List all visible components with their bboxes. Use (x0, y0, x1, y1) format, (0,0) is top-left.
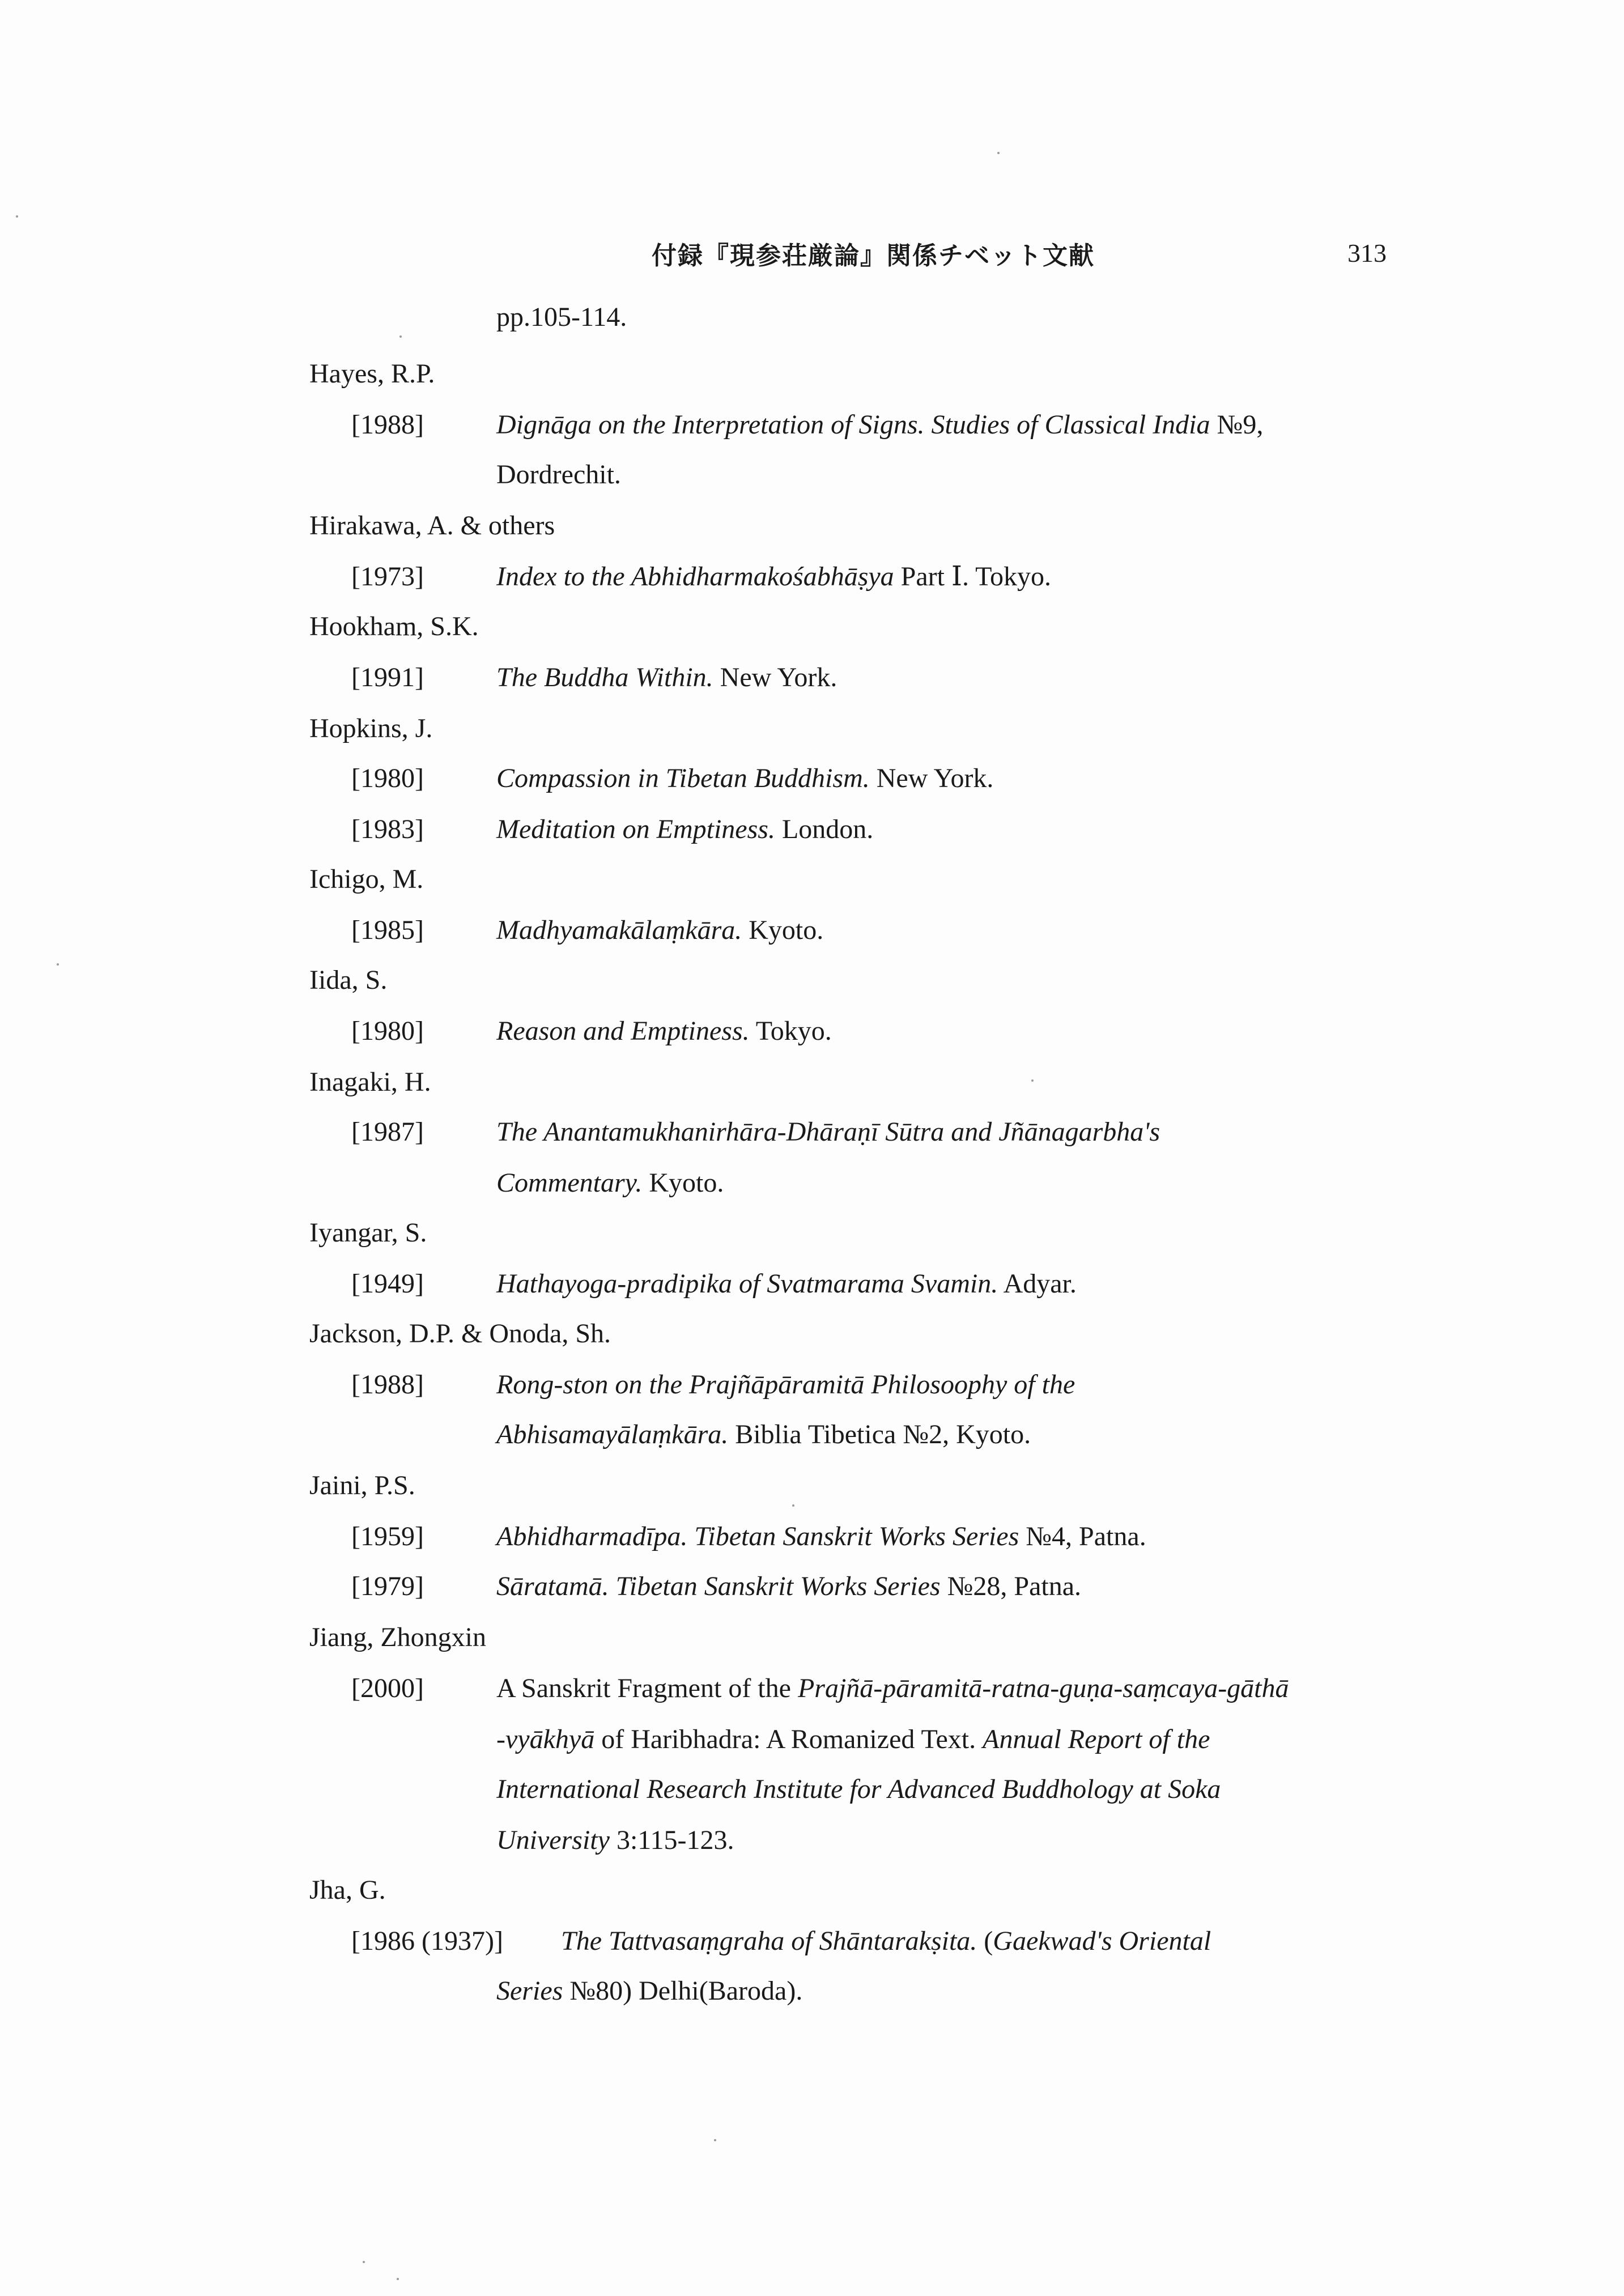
entry-year: [1979] (351, 1571, 424, 1601)
author-name: Inagaki, H. (309, 1067, 431, 1097)
author-name: Jiang, Zhongxin (309, 1622, 486, 1652)
entry-rest: Adyar. (998, 1269, 1077, 1299)
entry-title: Hathayoga-pradipika of Svatmarama Svamin. (496, 1269, 998, 1299)
entry-rest: Part Ⅰ. Tokyo. (894, 562, 1052, 592)
entry-rest: Tokyo. (749, 1016, 832, 1046)
entry-continuation: Dordrechit. (496, 460, 621, 490)
author-name: Jackson, D.P. & Onoda, Sh. (309, 1319, 611, 1349)
entry-title: Madhyamakālaṃkāra. (496, 915, 742, 945)
entry-rest: New York. (713, 662, 837, 692)
entry-year: [1980] (351, 1016, 424, 1046)
entry-year: [1980] (351, 763, 424, 793)
entry-year: [1987] (351, 1117, 424, 1147)
scan-speck (1031, 1079, 1034, 1082)
entry-title: Reason and Emptiness. (496, 1016, 750, 1046)
entry-year: [1973] (351, 562, 424, 592)
entry-rest: ( (977, 1926, 993, 1956)
author-name: Hirakawa, A. & others (309, 511, 555, 541)
continuation-line: pp.105-114. (496, 302, 627, 332)
entry-title: Sāratamā. Tibetan Sanskrit Works Series (496, 1571, 941, 1601)
entry-text (496, 1520, 1146, 1554)
entry-year: [1986 (1937)] (351, 1926, 503, 1956)
entry-rest: Kyoto. (742, 915, 824, 945)
author-name: Hopkins, J. (309, 713, 433, 743)
scan-speck (399, 335, 402, 338)
entry-title: The Anantamukhanirhāra-Dhāraṇī Sūtra and Jñānagarbha's (496, 1117, 1160, 1147)
entry-title: Abhisamayālaṃkāra. (496, 1419, 729, 1449)
entry-year: [1959] (351, 1521, 424, 1551)
series-title: Series (496, 1976, 563, 2006)
entry-continuation (496, 1418, 1031, 1452)
entry-text (496, 1570, 1081, 1604)
entry-title: The Buddha Within. (496, 662, 713, 692)
entry-year: [2000] (351, 1673, 424, 1703)
entry-year: [1991] (351, 662, 424, 692)
entry-continuation (496, 1723, 1210, 1757)
scan-speck (397, 2278, 399, 2280)
author-name: Hookham, S.K. (309, 611, 479, 641)
entry-continuation (496, 1823, 734, 1857)
entry-continuation (496, 1974, 802, 2008)
entry-title: Index to the Abhidharmakośabhāṣya (496, 562, 894, 592)
entry-text (496, 1672, 1289, 1706)
entry-year: [1983] (351, 814, 424, 844)
entry-title: Abhidharmadīpa. Tibetan Sanskrit Works Series (496, 1521, 1019, 1551)
entry-text (496, 408, 1263, 442)
entry-rest: №80) Delhi(Baroda). (563, 1976, 803, 2006)
author-name: Hayes, R.P. (309, 359, 435, 389)
entry-title: Prajñā-pāramitā-ratna-guṇa-saṃcaya-gāthā (797, 1673, 1289, 1703)
entry-year: [1988] (351, 1370, 424, 1400)
journal-title: University (496, 1825, 610, 1855)
entry-title: -vyākhyā (496, 1724, 595, 1754)
entry-rest: №4, Patna. (1019, 1521, 1146, 1551)
entry-text (496, 1267, 1077, 1301)
journal-title: International Research Institute for Advanced Buddhology at Soka (496, 1774, 1221, 1804)
entry-text (496, 1014, 832, 1048)
entry-text (496, 913, 823, 947)
entry-year: [1985] (351, 915, 424, 945)
entry-text (496, 1368, 1075, 1402)
scan-speck (57, 963, 59, 966)
entry-title: Commentary. (496, 1168, 643, 1198)
entry-rest: of Haribhadra: A Romanized Text. (594, 1724, 983, 1754)
entry-title: Meditation on Emptiness. (496, 814, 775, 844)
entry-year: [1988] (351, 410, 424, 440)
entry-rest: London. (775, 814, 874, 844)
running-title: 付録『現参荘厳論』関係チベット文献 (652, 241, 1095, 270)
entry-continuation (496, 1166, 724, 1200)
author-name: Ichigo, M. (309, 864, 424, 894)
entry-text (496, 813, 873, 847)
scan-speck (363, 2261, 365, 2263)
entry-text (561, 1924, 1211, 1958)
entry-lead: A Sanskrit Fragment of the (496, 1673, 798, 1703)
page-number: 313 (1347, 239, 1387, 267)
entry-text (496, 661, 837, 695)
scan-speck (997, 152, 1000, 154)
entry-rest: Kyoto. (642, 1168, 724, 1198)
entry-text (496, 560, 1051, 594)
entry-title: Rong-ston on the Prajñāpāramitā Philosoophy of the (496, 1370, 1075, 1400)
entry-text (496, 762, 993, 796)
series-title: Gaekwad's Oriental (993, 1926, 1211, 1956)
entry-continuation (496, 1772, 1221, 1806)
journal-title: Annual Report of the (983, 1724, 1210, 1754)
author-name: Jaini, P.S. (309, 1470, 415, 1500)
entry-title: The Tattvasaṃgraha of Shāntarakṣita. (561, 1926, 977, 1956)
scan-speck (714, 2139, 716, 2141)
scan-speck (16, 215, 18, 218)
scan-speck (792, 1504, 794, 1507)
author-name: Iida, S. (309, 965, 388, 995)
entry-title: Dignāga on the Interpretation of Signs. Studies of Classical India (496, 410, 1210, 440)
entry-rest: №28, Patna. (940, 1571, 1082, 1601)
author-name: Iyangar, S. (309, 1218, 427, 1248)
entry-title: Compassion in Tibetan Buddhism. (496, 763, 870, 793)
entry-year: [1949] (351, 1269, 424, 1299)
entry-rest: New York. (869, 763, 994, 793)
entry-rest: 3:115-123. (609, 1825, 734, 1855)
entry-rest: №9, (1210, 410, 1264, 440)
entry-text (496, 1115, 1160, 1149)
author-name: Jha, G. (309, 1875, 386, 1905)
entry-rest: Biblia Tibetica №2, Kyoto. (728, 1419, 1031, 1449)
